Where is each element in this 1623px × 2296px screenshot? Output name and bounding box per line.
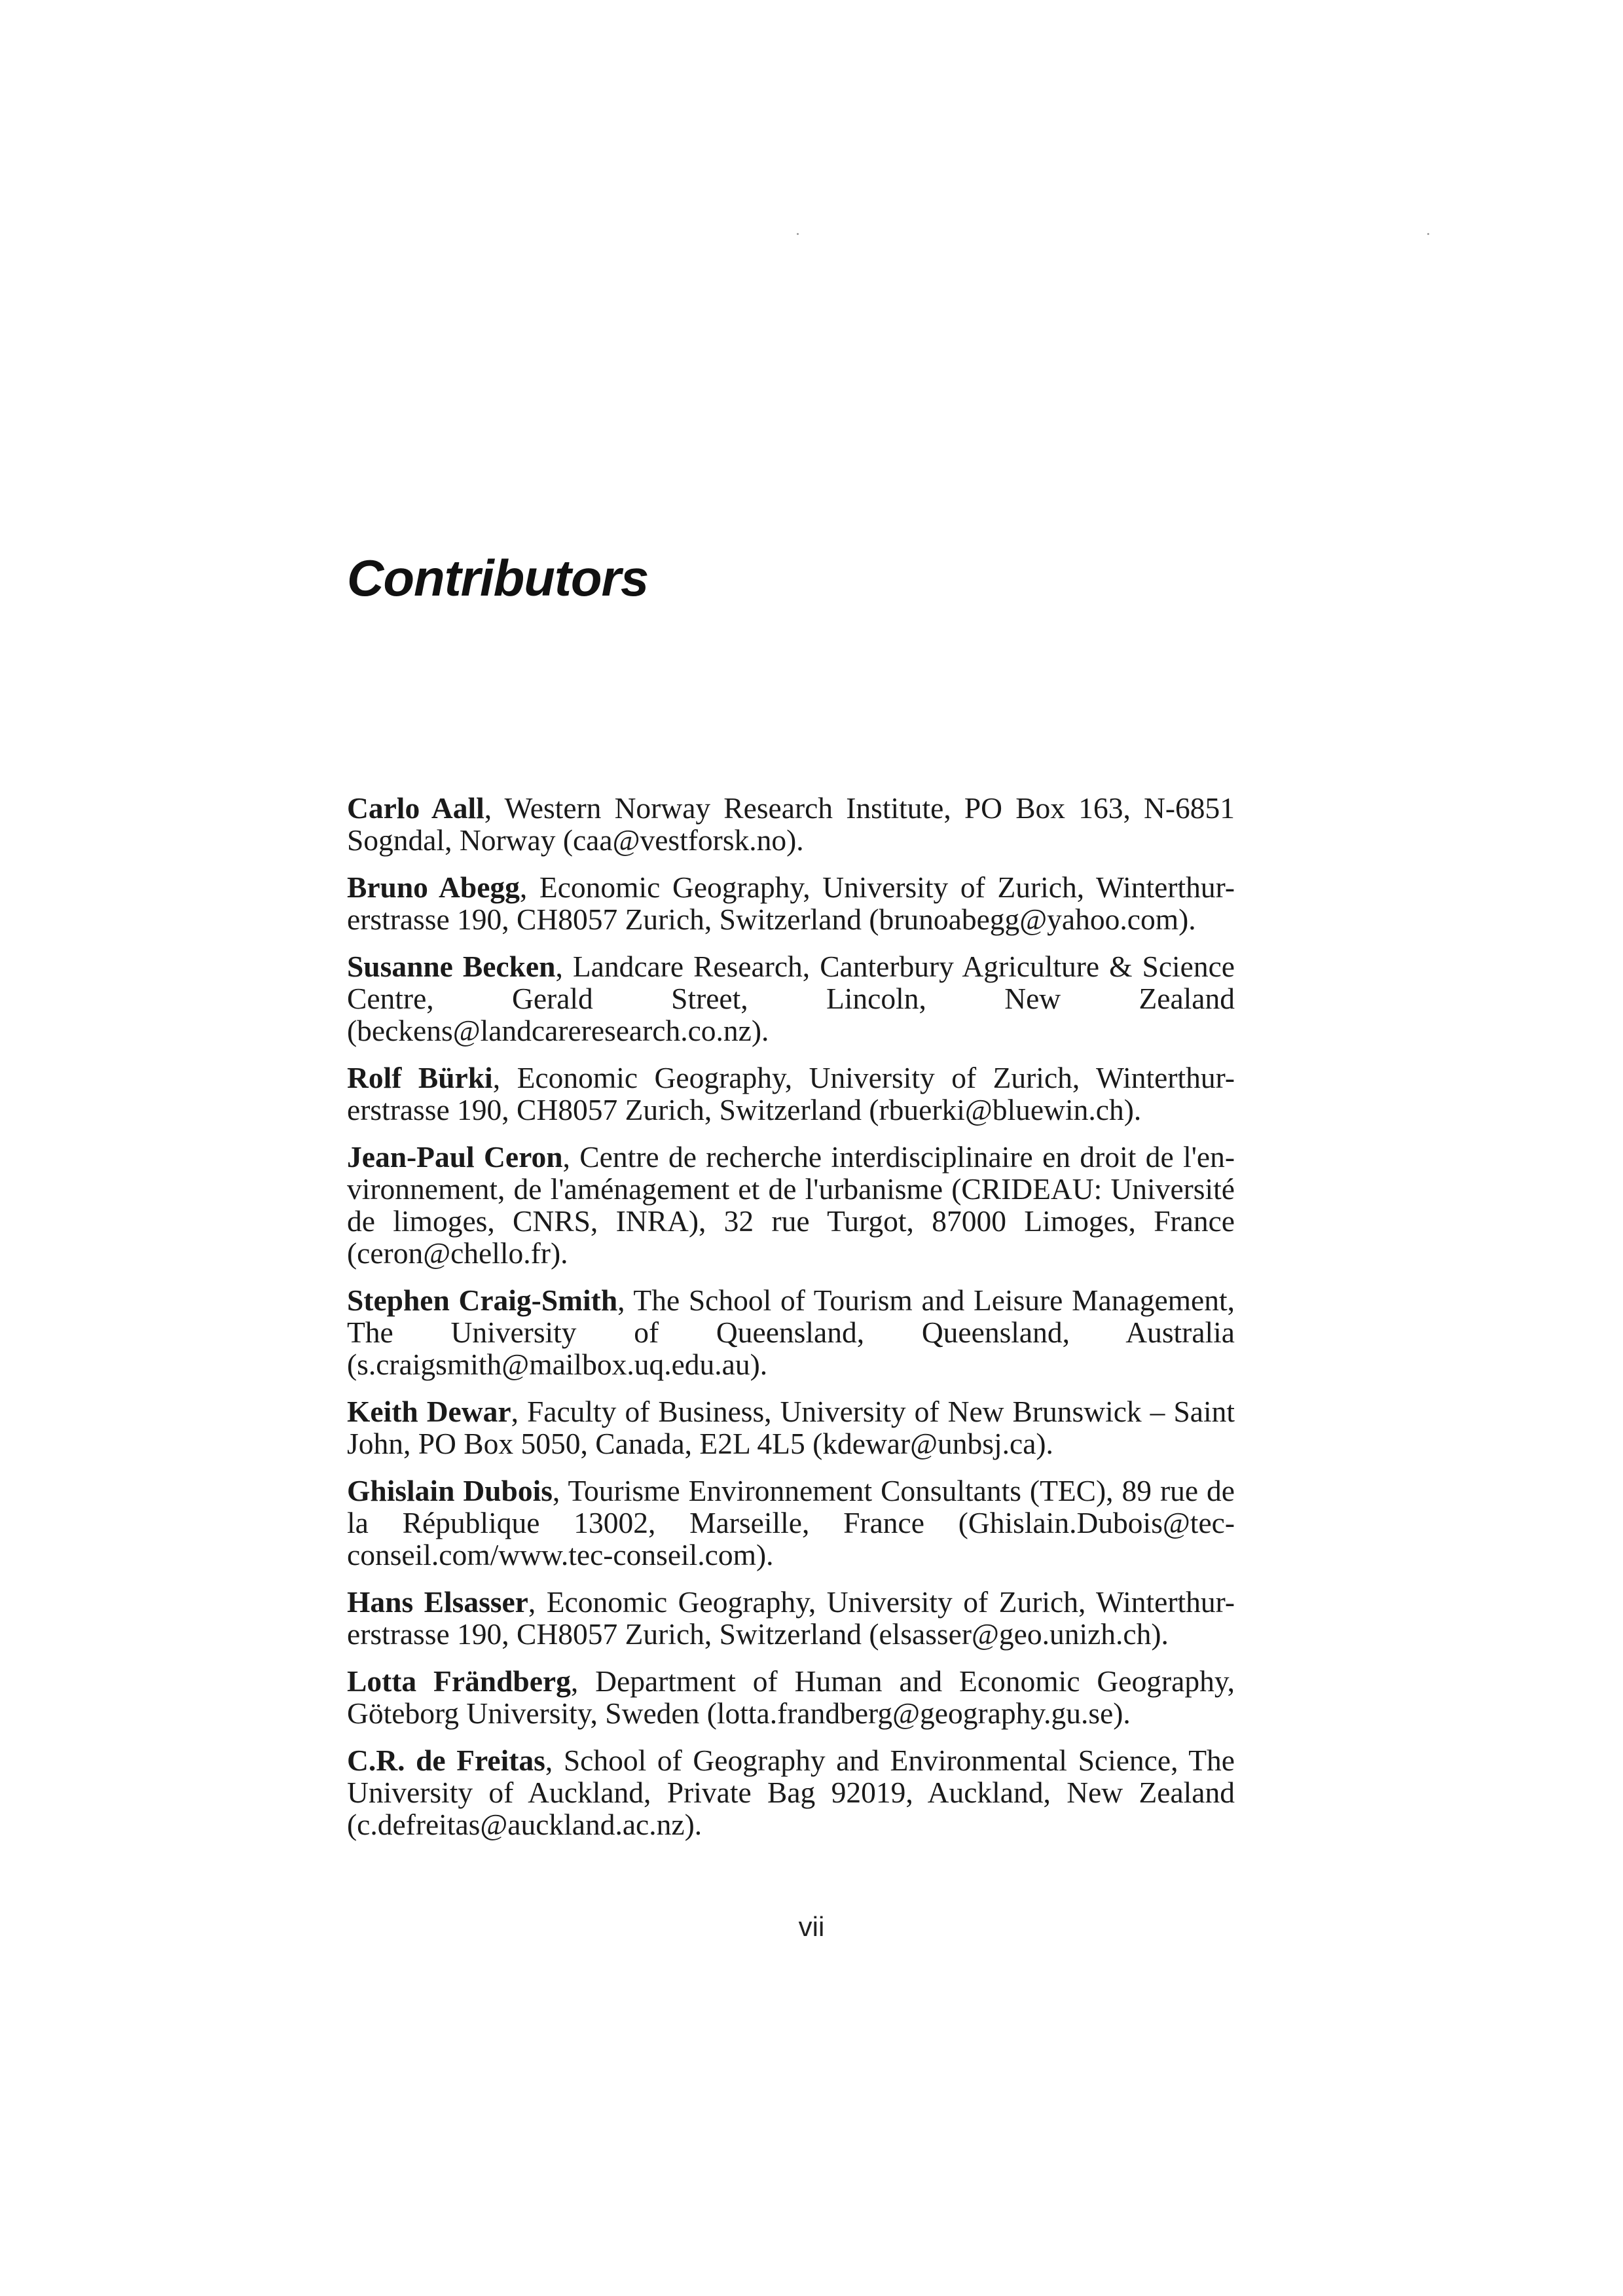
contributor-entry <box>347 871 1235 935</box>
contributor-name: Ghislain Dubois <box>347 1474 553 1507</box>
contributor-name: Carlo Aall <box>347 791 484 825</box>
contributor-entry <box>347 1475 1235 1571</box>
contributor-affiliation: , Centre de recherche interdisciplinaire en droit de l'en-vironnement, de l'aménagement et de l'urbanisme (CRIDEAU: Université de limoges, CNRS, INRA), 32 rue Turgot, 87000 Limoges, France (ceron@chello.fr). <box>347 1140 1235 1270</box>
contributor-affiliation: , Economic Geography, University of Zurich, Winterthur-erstrasse 190, CH8057 Zurich, Switzerland (elsasser@geo.unizh.ch). <box>347 1585 1235 1651</box>
contributor-name: Bruno Abegg <box>347 870 520 904</box>
contributor-name: Lotta Frändberg <box>347 1664 571 1698</box>
contributor-name: Keith Dewar <box>347 1395 511 1428</box>
contributor-affiliation: , Economic Geography, University of Zurich, Winterthur-erstrasse 190, CH8057 Zurich, Switzerland (rbuerki@bluewin.ch). <box>347 1061 1235 1126</box>
contributor-entry <box>347 792 1235 856</box>
contributor-entry <box>347 1062 1235 1126</box>
contributor-entry <box>347 1395 1235 1460</box>
contributor-name: Rolf Bürki <box>347 1061 493 1094</box>
page-heading: Contributors <box>347 549 649 607</box>
contributor-entry <box>347 1586 1235 1650</box>
contributor-name: Jean-Paul Ceron <box>347 1140 563 1174</box>
contributor-list <box>347 792 1235 1856</box>
contributor-name: Hans Elsasser <box>347 1585 528 1619</box>
contributor-name: Susanne Becken <box>347 950 556 983</box>
contributor-affiliation: , Western Norway Research Institute, PO Box 163, N-6851 Sogndal, Norway (caa@vestforsk.no). <box>347 791 1235 857</box>
contributor-affiliation: , School of Geography and Environmental Science, The University of Auckland, Private Bag 92019, Auckland, New Zealand (c.defreitas@auckland.ac.nz). <box>347 1744 1235 1841</box>
contributor-name: Stephen Craig-Smith <box>347 1283 618 1317</box>
contributor-entry <box>347 1284 1235 1380</box>
contributor-affiliation: , Tourisme Environnement Consultants (TEC), 89 rue de la République 13002, Marseille, France (Ghislain.Dubois@tec-conseil.com/www.tec-conseil.com). <box>347 1474 1235 1571</box>
contributor-affiliation: , Economic Geography, University of Zurich, Winterthur-erstrasse 190, CH8057 Zurich, Switzerland (brunoabegg@yahoo.com). <box>347 870 1235 936</box>
page-number: vii <box>798 1911 825 1942</box>
contributor-entry <box>347 1141 1235 1269</box>
contributor-affiliation: , The School of Tourism and Leisure Management, The University of Queensland, Queensland, Australia (s.craigsmith@mailbox.uq.edu.au). <box>347 1283 1235 1381</box>
scan-speck <box>1427 233 1429 235</box>
contributor-entry <box>347 1665 1235 1729</box>
scan-speck <box>797 233 799 235</box>
contributor-affiliation: , Landcare Research, Canterbury Agriculture & Science Centre, Gerald Street, Lincoln, New Zealand (beckens@landcareresearch.co.nz). <box>347 950 1235 1047</box>
contributor-name: C.R. de Freitas <box>347 1744 545 1777</box>
contributor-affiliation: , Faculty of Business, University of New Brunswick – Saint John, PO Box 5050, Canada, E2L 4L5 (kdewar@unbsj.ca). <box>347 1395 1235 1460</box>
contributor-entry <box>347 950 1235 1047</box>
contributor-entry <box>347 1744 1235 1840</box>
contributor-affiliation: , Department of Human and Economic Geography, Göteborg University, Sweden (lotta.frandberg@geography.gu.se). <box>347 1664 1235 1730</box>
